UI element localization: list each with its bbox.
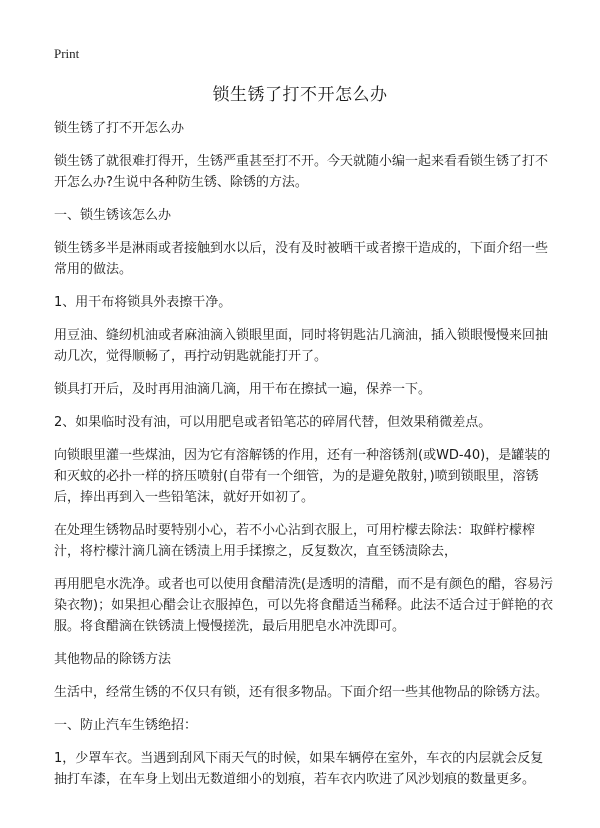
paragraph-oil-method: 用豆油、缝纫机油或者麻油滴入锁眼里面，同时将钥匙沾几滴油，插入锁眼慢慢来回抽动几次，觉得顺畅了，再拧动钥匙就能打开了。 (54, 328, 549, 364)
paragraph-maintenance: 锁具打开后，及时再用油滴几滴，用干布在擦拭一遍，保养一下。 (54, 382, 432, 397)
paragraph-lock-rust-cause: 锁生锈多半是淋雨或者接触到水以后，没有及时被晒干或者擦干造成的，下面介绍一些常用的做法。 (54, 241, 549, 277)
step-2: 2、如果临时没有油，可以用肥皂或者铅笔芯的碎屑代替，但效果稍微差点。 (54, 415, 492, 430)
paragraph-subtitle: 锁生锈了打不开怎么办 (54, 121, 185, 136)
paragraph-kerosene: 向锁眼里灌一些煤油，因为它有溶解锈的作用，还有一种溶锈剂(或WD-40)，是罐装的和灭蚊的必扑一样的挤压喷射(自带有一个细管，为的是避免散射，)喷到锁眼里，溶锈后，捧出再到入一些铅笔沫，就好开如初了。 (54, 448, 551, 505)
section-heading-other-items: 其他物品的除锈方法 (54, 652, 172, 667)
paragraph-vinegar: 再用肥皂水洗净。或者也可以使用食醋清洗(是透明的清醋，而不是有颜色的醋，容易污染衣物)；如果担心醋会让衣服掉色，可以先将食醋适当稀释。此法不适合过于鲜艳的衣服。将食醋滴在铁锈渍上慢慢搓洗，最后用肥皂水冲洗即可。 (54, 577, 554, 634)
article-body (54, 118, 554, 802)
paragraph-other-items-intro: 生活中，经常生锈的不仅只有锁，还有很多物品。下面介绍一些其他物品的除锈方法。 (54, 685, 549, 700)
paragraph-intro: 锁生锈了就很难打得开，生锈严重甚至打不开。今天就随小编一起来看看锁生锈了打不开怎么办?生说中各种防生锈、除锈的方法。 (54, 154, 549, 190)
paragraph-lemon: 在处理生锈物品时要特别小心，若不小心沾到衣服上，可用柠檬去除法：取鲜柠檬榨汁，将柠檬汁滴几滴在锈渍上用手揉擦之，反复数次，直至锈渍除去， (54, 523, 536, 559)
print-link[interactable]: Print (54, 46, 80, 61)
step-1: 1、用干布将锁具外表擦干净。 (54, 295, 232, 310)
section-heading-lock-rust: 一、锁生锈该怎么办 (54, 208, 172, 223)
page-title: 锁生锈了打不开怎么办 (212, 85, 388, 105)
paragraph-car-cover: 1，少罩车衣。当遇到刮风下雨天气的时候，如果车辆停在室外，车衣的内层就会反复抽打车漆，在车身上划出无数道细小的划痕，若车衣内吹进了风沙划痕的数量更多。 (54, 751, 544, 787)
section-heading-car: 一、防止汽车生锈绝招： (54, 718, 198, 733)
